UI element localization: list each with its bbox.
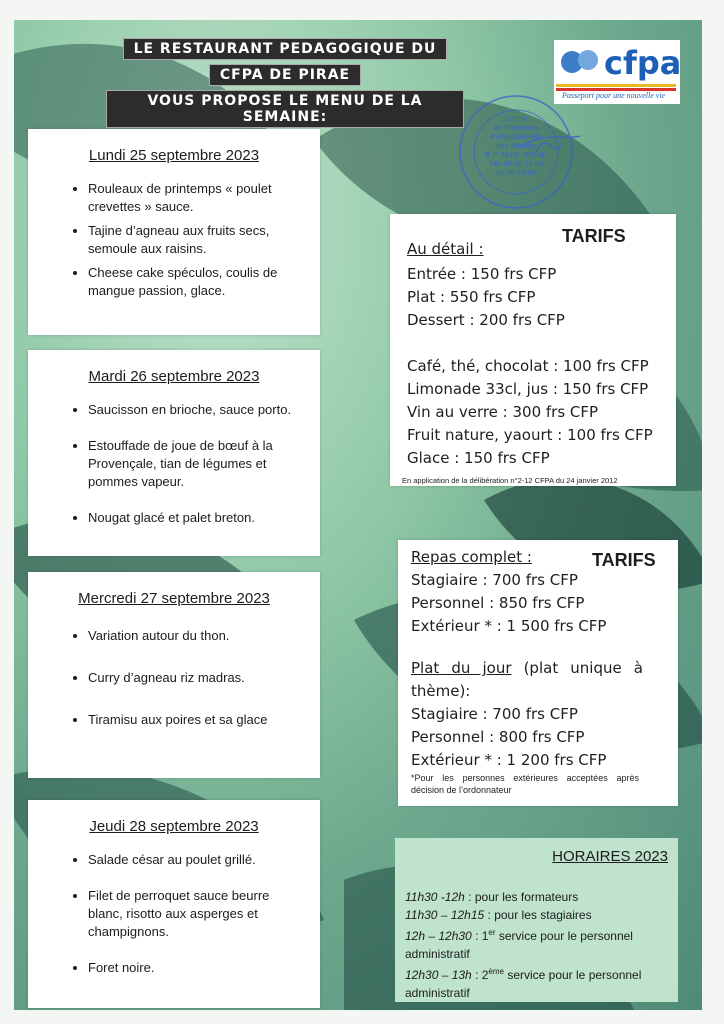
price-line: Extérieur * : 1 500 frs CFP (411, 617, 607, 635)
stamp-text (478, 114, 554, 177)
stamp-line: Tél. 40.50.74.50 (488, 159, 544, 168)
dish-item: • Tiramisu aux poires et sa glace (88, 711, 304, 729)
tarifs-repas-card (398, 540, 678, 806)
tarifs-title: TARIFS (592, 550, 656, 570)
dish-list (28, 851, 320, 977)
dish-list (28, 627, 320, 729)
day-title: Mercredi 27 septembre 2023 (78, 590, 270, 607)
exterieur-note: *Pour les personnes extérieures acceptées après décision de l’ordonnateur (411, 773, 639, 795)
price-line: Stagiaire : 700 frs CFP (411, 705, 578, 723)
horaire-line (395, 907, 678, 925)
price-line: Dessert : 200 frs CFP (407, 311, 565, 329)
horaires-content (395, 889, 678, 1002)
day-title: Lundi 25 septembre 2023 (88, 147, 260, 164)
day-title: Jeudi 28 septembre 2023 (89, 818, 259, 835)
horaire-time: 12h – 12h30 (405, 929, 472, 943)
logo-tagline: Passeport pour une nouvelle vie (562, 91, 666, 100)
day-title: Mardi 26 septembre 2023 (88, 368, 260, 385)
horaires-card (395, 838, 678, 1002)
price-line: Fruit nature, yaourt : 100 frs CFP (407, 426, 653, 444)
horaire-time: 11h30 – 12h15 (405, 907, 485, 922)
plat-du-jour-label: Plat du jour (411, 659, 512, 677)
dish-item: • Foret noire. (88, 959, 304, 977)
tarifs-title: TARIFS (562, 226, 626, 246)
price-line: Entrée : 150 frs CFP (407, 265, 557, 283)
price-line: Plat : 550 frs CFP (407, 288, 536, 306)
horaire-text: service pour le personnel administratif (405, 968, 642, 1000)
horaire-line (395, 963, 678, 1002)
headline-line-2: CFPA DE PIRAE (209, 64, 361, 86)
section-repas-complet: Repas complet : (411, 548, 532, 566)
horaire-text: : pour les formateurs (464, 890, 579, 904)
price-line: Glace : 150 frs CFP (407, 449, 550, 467)
dish-list (28, 180, 320, 300)
dish-item: • Rouleaux de printemps « poulet crevettes » sauce. (88, 180, 304, 216)
dish-list (28, 401, 320, 527)
dish-item: • Filet de perroquet sauce beurre blanc, risotto aux asperges et champignons. (88, 887, 304, 941)
price-line: Limonade 33cl, jus : 150 frs CFP (407, 380, 649, 398)
price-line: Café, thé, chocolat : 100 frs CFP (407, 357, 649, 375)
horaire-text: : pour les stagiaires (484, 907, 592, 922)
horaire-text: : 2 (471, 968, 489, 982)
dish-item: • Cheese cake spéculos, coulis de mangue passion, glace. (88, 264, 304, 300)
price-line: Personnel : 850 frs CFP (411, 594, 585, 612)
headline (106, 36, 464, 130)
horaire-sup: ème (488, 967, 504, 976)
headline-line-3: VOUS PROPOSE LE MENU DE LA SEMAINE: (106, 90, 464, 128)
horaire-text: : 1 (471, 929, 489, 943)
menu-card-lundi (28, 129, 320, 335)
dish-item: • Nougat glacé et palet breton. (88, 509, 304, 527)
stamp-line: Professionnelle (490, 132, 542, 141)
dish-item: • Variation autour du thon. (88, 627, 304, 645)
horaire-time: 12h30 – 13h (405, 968, 472, 982)
stamp-line: 40.50.75.50 (496, 168, 536, 177)
horaire-sup: er (488, 928, 496, 937)
horaire-time: 11h30 -12h (405, 890, 465, 904)
menu-card-jeudi (28, 800, 320, 1008)
tarifs-repas-content (411, 546, 671, 796)
dish-item: • Estouffade de joue de bœuf à la Provençale, tian de légumes et pommes vapeur. (88, 437, 304, 491)
stamp-line: B.P. 5610 - PIRAE (485, 150, 547, 159)
stamp-line: de Formation (493, 123, 539, 132)
dish-item: • Saucisson en brioche, sauce porto. (88, 401, 304, 419)
stamp-line: Centre (504, 114, 528, 123)
price-line: Vin au verre : 300 frs CFP (407, 403, 599, 421)
dish-item: • Curry d’agneau riz madras. (88, 669, 304, 687)
deliberation-note: En application de la délibération n°2-12 CFPA du 24 janvier 2012 (402, 476, 618, 485)
menu-card-mardi (28, 350, 320, 556)
horaires-title: HORAIRES 2023 (552, 848, 668, 865)
price-line: Stagiaire : 700 frs CFP (411, 571, 578, 589)
menu-card-mercredi (28, 572, 320, 778)
horaire-line (395, 924, 678, 963)
dish-item: • Salade césar au poulet grillé. (88, 851, 304, 869)
section-plat-du-jour (411, 657, 643, 703)
price-line: Extérieur * : 1 200 frs CFP (411, 751, 607, 769)
tarifs-detail-card (390, 214, 676, 486)
official-stamp (456, 92, 582, 212)
headline-line-1: LE RESTAURANT PEDAGOGIQUE DU (123, 38, 448, 60)
section-au-detail: Au détail : (407, 240, 484, 258)
stamp-line: des Adultes (496, 141, 536, 150)
price-line: Personnel : 800 frs CFP (411, 728, 585, 746)
horaire-text: service pour le personnel administratif (405, 929, 633, 961)
logo-text: cfpa (604, 44, 682, 82)
plat-du-jour-desc: (plat unique à thème): (411, 659, 643, 700)
tarifs-detail-content (407, 238, 653, 470)
dish-item: • Tajine d’agneau aux fruits secs, semoule aux raisins. (88, 222, 304, 258)
horaire-line (395, 889, 678, 907)
